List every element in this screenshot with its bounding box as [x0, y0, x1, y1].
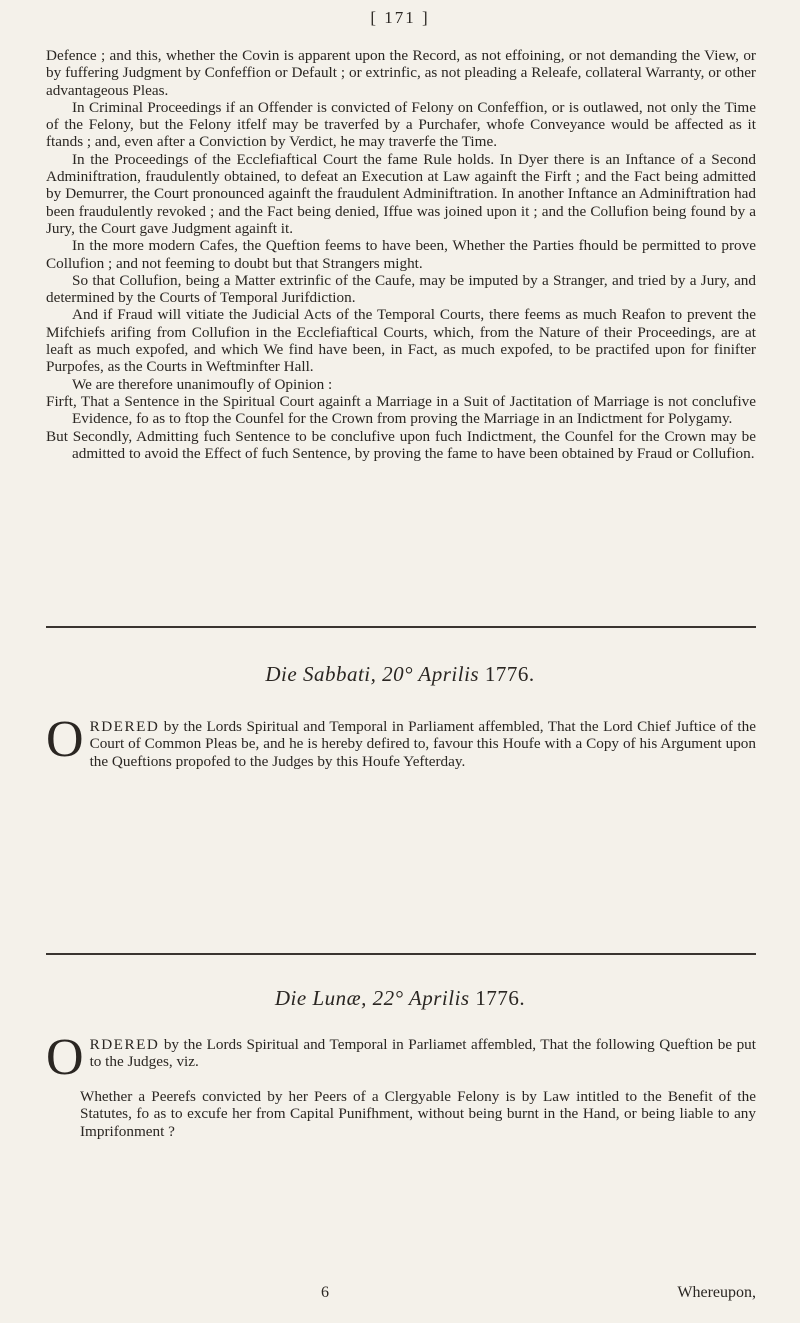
date-year: 1776.	[484, 662, 535, 686]
order-text: by the Lords Spiritual and Temporal in Parliamet affembled, That the following Queftion be put to the Judges, viz.	[89, 1036, 756, 1071]
paragraph: In the Proceedings of the Ecclefiaftical Court the fame Rule holds. In Dyer there is an Inftance of a Second Adminiftration, fraudulently obtained, to defeat an Execution at Law againft the Firft ; and the Fact being admitted by Demurrer, the Court pronounced againft the fraudulent Adminiftration. In another Inftance an Adminiftration had been fraudulently revoked ; and the Fact being denied, Iffue was joined upon it ; and the Collufion being found by a Jury, the Court gave Judgment againft it.	[46, 150, 756, 237]
entry-date	[0, 662, 800, 687]
order-keyword: RDERED	[89, 718, 160, 735]
divider	[46, 626, 756, 628]
date-month: 20° Aprilis	[382, 662, 480, 686]
entry-date	[0, 986, 800, 1011]
section-text	[46, 47, 756, 462]
date-day: Die Lunæ,	[274, 986, 367, 1010]
drop-cap: O	[46, 1029, 84, 1086]
date-year: 1776.	[475, 986, 526, 1010]
order-entry	[46, 711, 756, 770]
signature-mark: 6	[321, 1284, 329, 1301]
paragraph: Firft, That a Sentence in the Spiritual Court againft a Marriage in a Suit of Jactitation of Marriage is not conclufive Evidence, fo as to ftop the Counfel for the Crown from proving the Marriage in an Indictment for Polygamy.	[46, 392, 756, 428]
order-text: by the Lords Spiritual and Temporal in Parliament affembled, That the Lord Chief Juftice of the Court of Common Pleas be, and he is hereby defired to, favour this Houfe with a Copy of his Argument upon the Queftions propofed to the Judges by this Houfe Yefterday.	[89, 718, 756, 770]
order-entry	[46, 1029, 756, 1086]
paragraph: In Criminal Proceedings if an Offender is convicted of Felony on Confeffion, or is outlawed, not only the Time of the Felony, but the Felony itfelf may be traverfed by a Purchafer, whofe Conveyance would be affected as it ftands ; and, even after a Conviction by Verdict, he may traverfe the Time.	[46, 98, 756, 151]
page-number: [ 171 ]	[370, 8, 430, 27]
question-text: Whether a Peerefs convicted by her Peers of a Clergyable Felony is by Law intitled to the Benefit of the Statutes, fo as to excufe her from Capital Punifhment, without being burnt in the Hand, or being liable to any Imprifonment ?	[80, 1088, 756, 1140]
date-month: 22° Aprilis	[372, 986, 470, 1010]
date-day: Die Sabbati,	[265, 662, 377, 686]
divider	[46, 953, 756, 955]
order-keyword: RDERED	[89, 1036, 160, 1053]
paragraph: So that Collufion, being a Matter extrinfic of the Caufe, may be imputed by a Stranger, and tried by a Jury, and determined by the Courts of Temporal Jurifdiction.	[46, 271, 756, 307]
catchword: Whereupon,	[677, 1284, 756, 1301]
paragraph: And if Fraud will vitiate the Judicial Acts of the Temporal Courts, there feems as much Reafon to prevent the Mifchiefs arifing from Collufion in the Ecclefiaftical Courts, which, from the Nature of their Proceedings, are at leaft as much expofed, and which We find have been, in Fact, as much expofed, to be practifed upon for finifter Purpofes, as the Courts in Weftminfter Hall.	[46, 306, 756, 376]
paragraph: But Secondly, Admitting fuch Sentence to be conclufive upon fuch Indictment, the Counfel for the Crown may be admitted to avoid the Effect of fuch Sentence, by proving the fame to have been obtained by Fraud or Collufion.	[46, 427, 756, 462]
drop-cap: O	[46, 711, 84, 768]
paragraph: We are therefore unanimoufly of Opinion :	[72, 375, 333, 393]
paragraph: Defence ; and this, whether the Covin is apparent upon the Record, as not effoining, or not demanding the View, or by fuffering Judgment by Confeffion or Default ; or extrinfic, as not pleading a Releafe, collateral Warranty, or other advantageous Pleas.	[46, 47, 756, 99]
paragraph: In the more modern Cafes, the Queftion feems to have been, Whether the Parties fhould be permitted to prove Collufion ; and not feeming to doubt but that Strangers might.	[46, 237, 756, 272]
